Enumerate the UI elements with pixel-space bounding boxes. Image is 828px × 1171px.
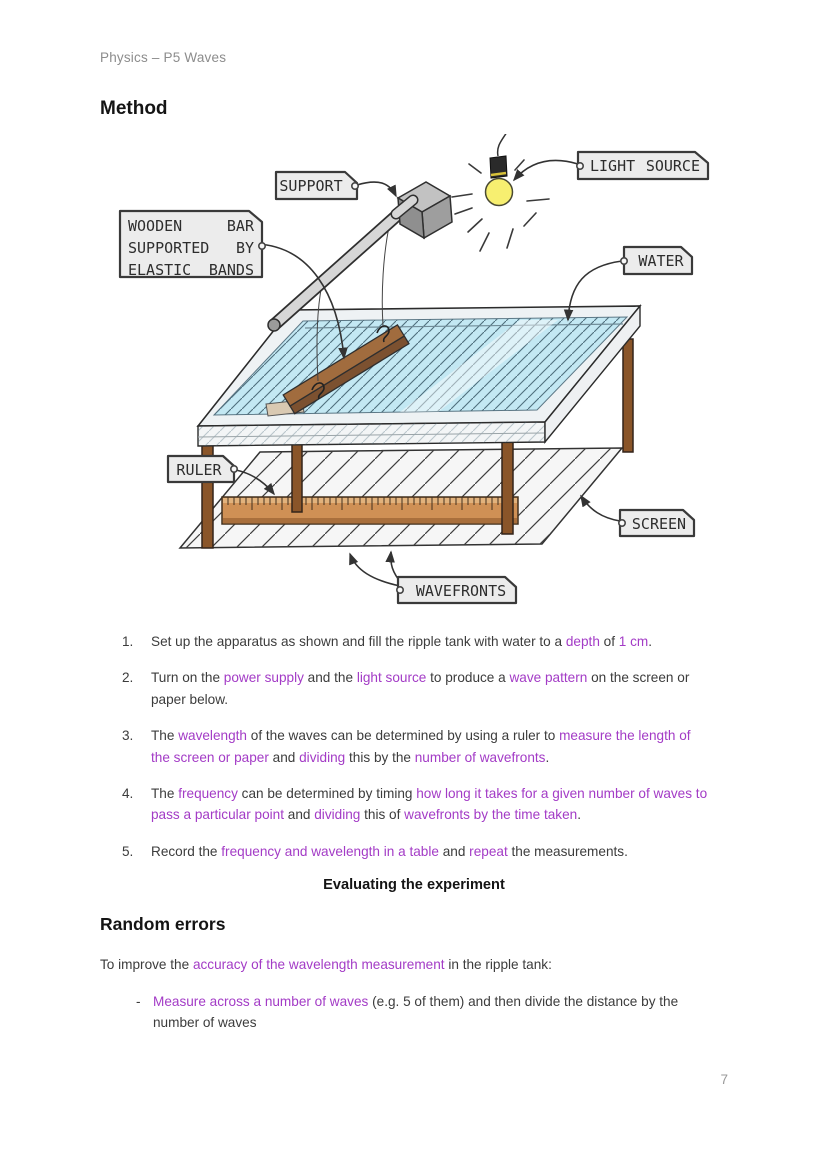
- step-number: 5.: [122, 843, 134, 859]
- text-run: dividing: [314, 807, 361, 823]
- light-source-arrow: [514, 160, 578, 180]
- label-light-source: [577, 152, 708, 179]
- ripple-tank: [198, 306, 640, 446]
- method-step: [100, 841, 728, 862]
- text-run: Record the: [151, 843, 222, 859]
- text-run: number of wavefronts: [414, 749, 546, 765]
- svg-text:BAR: BAR: [226, 217, 254, 235]
- tag-dot: [231, 466, 237, 472]
- text-run: 1 cm: [618, 634, 649, 649]
- bulb-wire: [498, 134, 507, 156]
- random-errors-heading: Random errors: [100, 914, 226, 935]
- tag-dot: [397, 587, 403, 593]
- step-number: 2.: [122, 670, 134, 686]
- svg-text:SUPPORT: SUPPORT: [279, 177, 343, 195]
- step-text: [151, 841, 713, 862]
- svg-text:WATER: WATER: [638, 252, 684, 270]
- text-run: on the screen or paper below.: [151, 670, 690, 707]
- text-run: and: [438, 843, 470, 859]
- step-number: 3.: [122, 728, 134, 744]
- text-run: The: [151, 786, 179, 802]
- svg-text:BY: BY: [235, 239, 254, 257]
- tag-dot: [259, 243, 265, 249]
- evaluating-heading: Evaluating the experiment: [323, 877, 505, 894]
- leg-front-right: [502, 438, 513, 534]
- bulb-glass: [486, 179, 513, 206]
- text-run: the measurements.: [507, 843, 628, 859]
- step-text: [151, 725, 713, 768]
- ripple-tank-diagram: [0, 134, 828, 616]
- step-number: 1.: [122, 634, 134, 649]
- method-steps-list: [100, 631, 728, 862]
- text-run: light source: [356, 670, 427, 686]
- text-run: in the ripple tank:: [444, 957, 552, 973]
- step-text: [151, 631, 713, 652]
- text-run: .: [577, 807, 581, 823]
- text-run: depth: [565, 634, 600, 649]
- svg-text:RULER: RULER: [176, 461, 222, 479]
- improve-paragraph: [100, 954, 728, 975]
- text-run: of the waves can be determined by using a ruler to: [246, 728, 560, 744]
- text-run: and: [268, 749, 300, 765]
- method-step: [100, 631, 728, 652]
- svg-text:WAVEFRONTS: WAVEFRONTS: [415, 582, 507, 600]
- svg-text:BANDS: BANDS: [208, 261, 254, 279]
- text-run: accuracy of the wavelength measurement: [192, 957, 445, 973]
- text-run: frequency and wavelength in a table: [221, 843, 439, 859]
- leg-back-right: [623, 339, 633, 452]
- text-run: of: [599, 634, 619, 649]
- tag-dot: [621, 258, 627, 264]
- text-run: can be determined by timing: [237, 786, 417, 802]
- label-water: [621, 247, 692, 274]
- ruler: [222, 497, 518, 524]
- text-run: Measure across a number of waves: [153, 993, 369, 1009]
- text-run: frequency: [178, 786, 238, 802]
- label-ruler: [168, 456, 237, 482]
- text-run: wavelength: [178, 728, 247, 744]
- text-run: repeat: [469, 843, 508, 859]
- leg-mid-left: [292, 440, 302, 512]
- text-run: measure the length of the screen or paper: [151, 728, 691, 765]
- svg-text:WOODEN: WOODEN: [128, 217, 183, 235]
- doc-header: Physics – P5 Waves: [100, 50, 227, 65]
- rod-end-cap: [268, 319, 280, 331]
- text-run: and: [284, 807, 315, 823]
- text-run: this by the: [345, 749, 415, 765]
- bullet-dash: -: [136, 993, 141, 1009]
- method-step: [100, 667, 728, 710]
- text-run: .: [545, 749, 550, 765]
- text-run: and the: [303, 670, 357, 686]
- screen-arrow: [581, 496, 620, 521]
- text-run: this of: [360, 807, 405, 823]
- text-run: The: [151, 728, 179, 744]
- tag-dot: [619, 520, 625, 526]
- text-run: Set up the apparatus as shown and fill the ripple tank with water to a: [151, 634, 566, 649]
- svg-text:SOURCE: SOURCE: [645, 157, 700, 175]
- step-text: [151, 667, 713, 710]
- step-text: [151, 783, 713, 826]
- text-run: wave pattern: [509, 670, 588, 686]
- svg-text:SUPPORTED: SUPPORTED: [128, 239, 210, 257]
- bullet-text: [153, 991, 711, 1034]
- text-run: (e.g. 5 of them) and then divide the distance by the number of waves: [153, 993, 679, 1031]
- svg-text:LIGHT: LIGHT: [590, 157, 636, 175]
- diagram-svg: [0, 134, 828, 616]
- text-run: To improve the: [100, 957, 193, 973]
- method-step: [100, 725, 728, 768]
- label-wavefronts: [397, 577, 516, 603]
- svg-text:SCREEN: SCREEN: [631, 515, 687, 533]
- method-step: [100, 783, 728, 826]
- text-run: wavefronts by the time taken: [404, 807, 578, 823]
- text-run: how long it takes for a given number of waves to pass a particular point: [151, 786, 708, 823]
- text-run: Turn on the: [151, 670, 224, 686]
- label-wooden-bar: [120, 211, 265, 279]
- tag-dot: [577, 163, 583, 169]
- tag-dot: [352, 183, 358, 189]
- label-support: [276, 172, 358, 199]
- svg-text:ELASTIC: ELASTIC: [128, 261, 192, 279]
- text-run: to produce a: [426, 670, 510, 686]
- page-number: 7: [720, 1072, 728, 1087]
- light-bulb: [452, 134, 549, 251]
- bullet-item: [100, 991, 728, 1034]
- label-screen: [619, 510, 694, 536]
- step-number: 4.: [122, 786, 134, 802]
- method-heading: Method: [100, 98, 168, 119]
- text-run: dividing: [299, 749, 346, 765]
- text-run: power supply: [223, 670, 304, 686]
- text-run: .: [648, 634, 653, 649]
- support-arrow: [357, 182, 396, 196]
